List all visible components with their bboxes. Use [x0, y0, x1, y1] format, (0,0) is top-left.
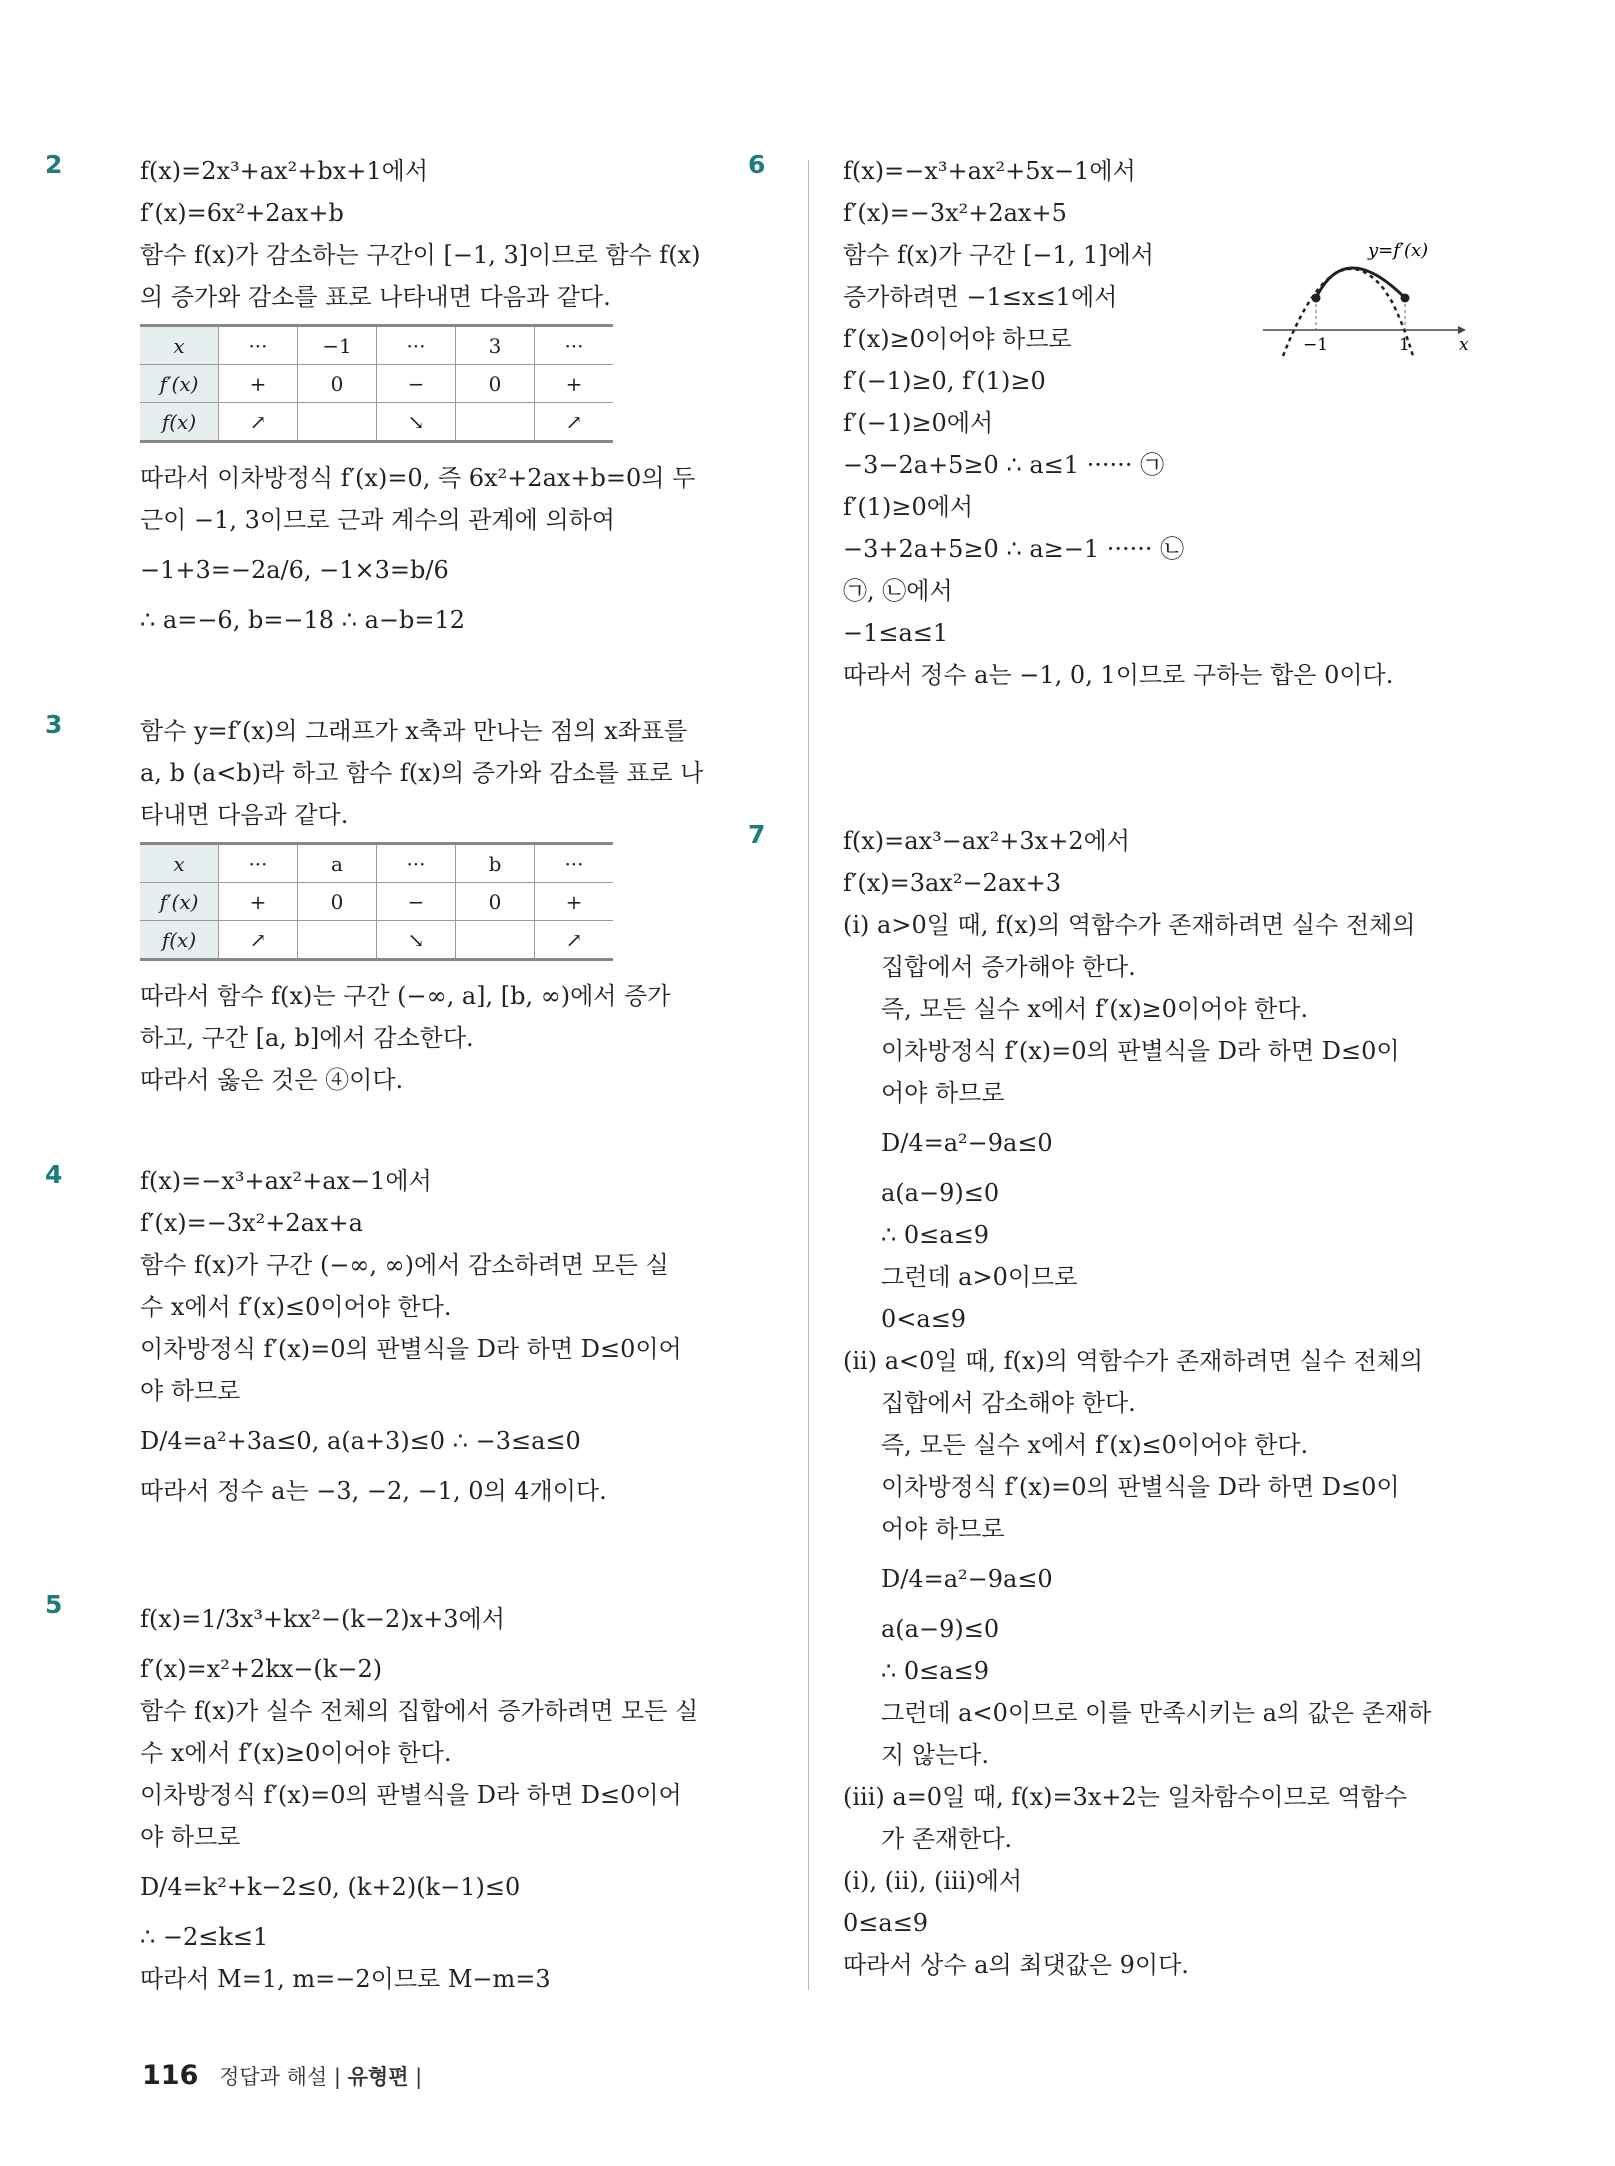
text-line: f′(x)=−3x²+2ax+5 [843, 199, 1067, 227]
text-line: 따라서 정수 a는 −1, 0, 1이므로 구하는 합은 0이다. [843, 661, 1394, 689]
problem-number: 4 [45, 1160, 63, 1189]
page-footer [142, 2060, 422, 2091]
text-line: f′(x)=−3x²+2ax+a [140, 1209, 363, 1237]
text-line: 함수 f(x)가 실수 전체의 집합에서 증가하려면 모든 실 [140, 1697, 699, 1725]
table-cell: ↗ [219, 403, 298, 442]
text-line: f(x)=−x³+ax²+5x−1에서 [843, 157, 1136, 185]
text-line: 따라서 이차방정식 f′(x)=0, 즉 6x²+2ax+b=0의 두 [140, 464, 696, 492]
text-line: f(x)=ax³−ax²+3x+2에서 [843, 827, 1130, 855]
increase-decrease-table [140, 842, 613, 961]
text-line: 0<a≤9 [881, 1305, 967, 1333]
curve-label: y=f′(x) [1368, 240, 1429, 261]
text-line: 수 x에서 f′(x)≤0이어야 한다. [140, 1293, 452, 1321]
table-cell: − [377, 365, 456, 403]
tick-label-one: 1 [1399, 335, 1410, 355]
table-cell: ↘ [377, 403, 456, 442]
text-line: ㉠, ㉡에서 [843, 577, 953, 605]
table-cell: ··· [377, 844, 456, 883]
case-1 [843, 904, 1483, 1340]
text-line: 함수 f(x)가 감소하는 구간이 [−1, 3]이므로 함수 f(x) [140, 241, 701, 269]
case-2 [843, 1340, 1483, 1776]
table-cell: ↘ [377, 921, 456, 960]
text-line: 따라서 M=1, m=−2이므로 M−m=3 [140, 1965, 551, 1993]
text-line: 따라서 옳은 것은 ④이다. [140, 1066, 404, 1094]
table-cell: x [140, 326, 219, 365]
problem-2 [45, 150, 780, 641]
table-cell: ··· [219, 326, 298, 365]
text-line: 이차방정식 f′(x)=0의 판별식을 D라 하면 D≤0이어 [140, 1781, 682, 1809]
problem-number: 7 [748, 820, 766, 849]
text-line: 의 증가와 감소를 표로 나타내면 다음과 같다. [140, 283, 611, 311]
table-cell: 0 [298, 883, 377, 921]
text-line: ∴ 0≤a≤9 [881, 1657, 989, 1685]
problem-number: 2 [45, 150, 63, 179]
text-line: −1≤a≤1 [843, 619, 949, 647]
table-cell: − [377, 883, 456, 921]
text-line: a(a−9)≤0 [881, 1615, 1000, 1643]
page-number: 116 [142, 2060, 199, 2091]
x-axis-arrow [1458, 326, 1466, 334]
table-cell: ··· [377, 326, 456, 365]
text-line: 타내면 다음과 같다. [140, 801, 349, 829]
text-line: f(x)=1/3x³+kx²−(k−2)x+3에서 [140, 1605, 505, 1633]
text-line: f′(1)≥0에서 [843, 493, 974, 521]
table-cell: f(x) [140, 921, 219, 960]
text-line: 그런데 a<0이므로 이를 만족시키는 a의 값은 존재하 [881, 1699, 1432, 1727]
text-line: f′(−1)≥0, f′(1)≥0 [843, 367, 1046, 395]
problem-7 [748, 820, 1483, 1986]
text-line: 집합에서 감소해야 한다. [881, 1389, 1136, 1417]
text-line: 함수 y=f′(x)의 그래프가 x축과 만나는 점의 x좌표를 [140, 717, 688, 745]
text-line: D/4=k²+k−2≤0, (k+2)(k−1)≤0 [140, 1873, 521, 1901]
text-line: 즉, 모든 실수 x에서 f′(x)≤0이어야 한다. [881, 1431, 1309, 1459]
table-cell: + [535, 365, 614, 403]
point-minus-one [1312, 294, 1321, 303]
text-line: D/4=a²+3a≤0, a(a+3)≤0 ∴ −3≤a≤0 [140, 1427, 581, 1455]
text-line: 야 하므로 [140, 1377, 241, 1405]
text-line: 근이 −1, 3이므로 근과 계수의 관계에 의하여 [140, 506, 615, 534]
text-line: 하고, 구간 [a, b]에서 감소한다. [140, 1024, 474, 1052]
table-cell [456, 921, 535, 960]
table-cell [298, 921, 377, 960]
text-line: ∴ 0≤a≤9 [881, 1221, 989, 1249]
table-cell [298, 403, 377, 442]
table-cell: x [140, 844, 219, 883]
table-cell: f′(x) [140, 365, 219, 403]
case-3 [843, 1776, 1483, 1860]
table-cell: f(x) [140, 403, 219, 442]
table-cell: ↗ [219, 921, 298, 960]
table-cell: 0 [456, 883, 535, 921]
text-line: a(a−9)≤0 [881, 1179, 1000, 1207]
table-cell: ··· [535, 326, 614, 365]
table-cell: ↗ [535, 403, 614, 442]
problem-number: 3 [45, 710, 63, 739]
text-line: 즉, 모든 실수 x에서 f′(x)≥0이어야 한다. [881, 995, 1309, 1023]
text-line: f(x)=2x³+ax²+bx+1에서 [140, 157, 429, 185]
table-cell: + [219, 883, 298, 921]
table-cell: b [456, 844, 535, 883]
parabola-solid-arc [1316, 268, 1405, 298]
text-line: f′(x)=3ax²−2ax+3 [843, 869, 1062, 897]
text-line: 따라서 상수 a의 최댓값은 9이다. [843, 1951, 1189, 1979]
x-axis-label: x [1459, 335, 1469, 355]
text-line: 어야 하므로 [881, 1515, 1005, 1543]
table-cell: ↗ [535, 921, 614, 960]
footer-separator: | [415, 2065, 423, 2089]
tick-label-minus-one: −1 [1303, 335, 1329, 355]
text-line: 이차방정식 f′(x)=0의 판별식을 D라 하면 D≤0이어 [140, 1335, 682, 1363]
text-line: (i) a>0일 때, f(x)의 역함수가 존재하려면 실수 전체의 [843, 911, 1416, 939]
point-one [1401, 294, 1410, 303]
text-line: 함수 f(x)가 구간 (−∞, ∞)에서 감소하려면 모든 실 [140, 1251, 669, 1279]
table-cell: + [535, 883, 614, 921]
table-cell: a [298, 844, 377, 883]
text-line: 수 x에서 f′(x)≥0이어야 한다. [140, 1739, 452, 1767]
table-cell [456, 403, 535, 442]
table-cell: ··· [219, 844, 298, 883]
table-cell: 0 [456, 365, 535, 403]
text-line: 함수 f(x)가 구간 [−1, 1]에서 [843, 241, 1154, 269]
table-cell: + [219, 365, 298, 403]
text-line: 증가하려면 −1≤x≤1에서 [843, 283, 1118, 311]
text-line: (ii) a<0일 때, f(x)의 역함수가 존재하려면 실수 전체의 [843, 1347, 1424, 1375]
text-line: 0≤a≤9 [843, 1909, 929, 1937]
table-cell: −1 [298, 326, 377, 365]
footer-edition: 유형편 [347, 2065, 409, 2089]
text-line: D/4=a²−9a≤0 [881, 1129, 1053, 1157]
problem-3 [45, 710, 780, 1101]
text-line: −3+2a+5≥0 ∴ a≥−1 ······ ㉡ [843, 535, 1185, 563]
text-line: 가 존재한다. [881, 1825, 1013, 1853]
table-cell: 0 [298, 365, 377, 403]
text-line: a, b (a<b)라 하고 함수 f(x)의 증가와 감소를 표로 나 [140, 759, 704, 787]
text-line: (i), (ii), (iii)에서 [843, 1867, 1023, 1895]
text-line: f′(x)≥0이어야 하므로 [843, 325, 1072, 353]
problem-number: 5 [45, 1590, 63, 1619]
table-cell: f′(x) [140, 883, 219, 921]
text-line: f′(−1)≥0에서 [843, 409, 994, 437]
table-cell: ··· [535, 844, 614, 883]
text-line: (iii) a=0일 때, f(x)=3x+2는 일차함수이므로 역함수 [843, 1783, 1408, 1811]
text-line: ∴ −2≤k≤1 [140, 1923, 269, 1951]
problem-number: 6 [748, 150, 766, 179]
text-line: 지 않는다. [881, 1741, 989, 1769]
text-line: 어야 하므로 [881, 1079, 1005, 1107]
text-line: 따라서 정수 a는 −3, −2, −1, 0의 4개이다. [140, 1477, 607, 1505]
problem-6 [748, 150, 1483, 696]
text-line: 야 하므로 [140, 1823, 241, 1851]
text-line: ∴ a=−6, b=−18 ∴ a−b=12 [140, 606, 466, 634]
text-line: 따라서 함수 f(x)는 구간 (−∞, a], [b, ∞)에서 증가 [140, 982, 671, 1010]
problem-4 [45, 1160, 780, 1512]
text-line: f′(x)=x²+2kx−(k−2) [140, 1655, 383, 1683]
text-line: D/4=a²−9a≤0 [881, 1565, 1053, 1593]
increase-decrease-table [140, 324, 613, 443]
text-line: f′(x)=6x²+2ax+b [140, 199, 344, 227]
text-line: −1+3=−2a/6, −1×3=b/6 [140, 556, 449, 584]
text-line: −3−2a+5≥0 ∴ a≤1 ······ ㉠ [843, 451, 1165, 479]
footer-title: 정답과 해설 [219, 2065, 328, 2089]
table-cell: 3 [456, 326, 535, 365]
parabola-graph [1263, 238, 1473, 358]
text-line: 집합에서 증가해야 한다. [881, 953, 1136, 981]
text-line: f(x)=−x³+ax²+ax−1에서 [140, 1167, 432, 1195]
text-line: 그런데 a>0이므로 [881, 1263, 1078, 1291]
text-line: 이차방정식 f′(x)=0의 판별식을 D라 하면 D≤0이 [881, 1037, 1400, 1065]
problem-5 [45, 1590, 780, 2000]
text-line: 이차방정식 f′(x)=0의 판별식을 D라 하면 D≤0이 [881, 1473, 1400, 1501]
footer-separator: | [333, 2065, 341, 2089]
column-divider [808, 160, 809, 1990]
